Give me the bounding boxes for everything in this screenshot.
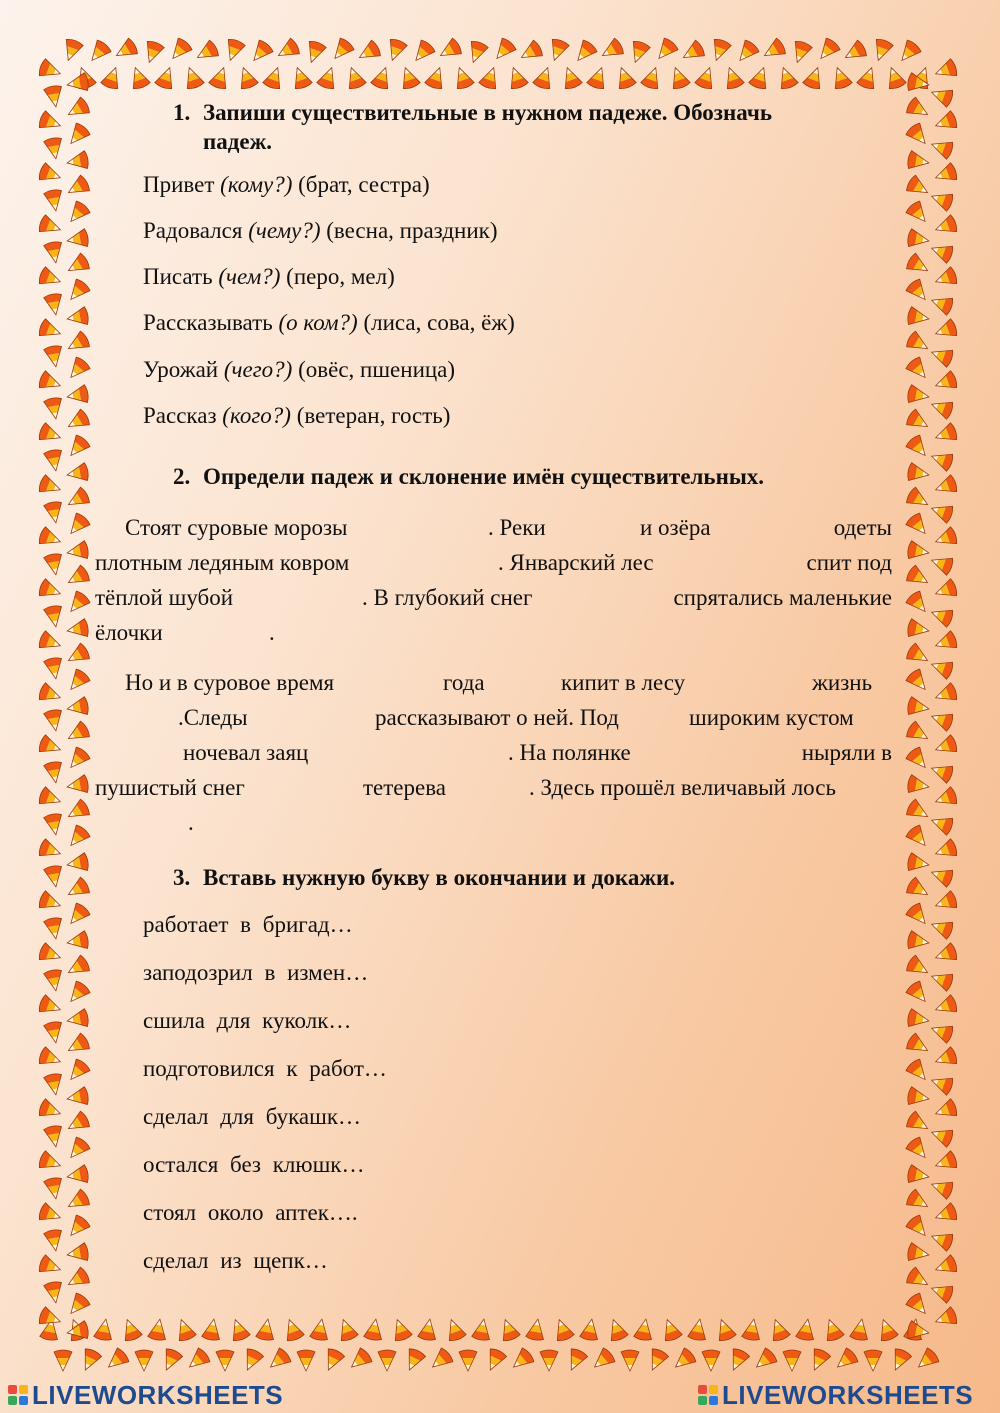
brand-text: LIVEWORKSHEETS xyxy=(32,1379,284,1410)
text-fragment: . Здесь прошёл величавый лось xyxy=(529,775,836,800)
section3-item: стоял около аптек…. xyxy=(143,1200,358,1225)
section2-number: 2. xyxy=(173,464,191,489)
item-nouns: (лиса, сова, ёж) xyxy=(363,310,515,335)
brand-logo-right xyxy=(698,1380,973,1410)
item-question: (о ком?) xyxy=(278,310,358,335)
text-fragment: одеты xyxy=(833,515,892,540)
item-nouns: (брат, сестра) xyxy=(298,172,430,197)
item-nouns: (весна, праздник) xyxy=(326,218,498,243)
section3-item: подготовился к работ… xyxy=(143,1056,387,1081)
text-line xyxy=(95,510,892,545)
section3-number: 3. xyxy=(173,865,191,890)
text-fragment: года xyxy=(443,670,485,695)
item-nouns: (ветеран, гость) xyxy=(296,403,451,428)
text-fragment: . xyxy=(269,620,275,645)
text-fragment: тёплой шубой xyxy=(95,585,234,610)
text-fragment: пушистый снег xyxy=(95,775,245,800)
section3-item: заподозрил в измен… xyxy=(143,960,369,985)
text-line xyxy=(95,805,892,840)
section3-item: сделал для букашк… xyxy=(143,1104,361,1129)
text-line xyxy=(95,770,892,805)
item-verb: Рассказ xyxy=(143,403,217,428)
section1-number: 1. xyxy=(173,100,191,125)
item-question: (кого?) xyxy=(222,403,291,428)
section3-item: остался без клюшк… xyxy=(143,1152,365,1177)
section3-item: работает в бригад… xyxy=(143,912,353,937)
section3-heading xyxy=(173,863,675,892)
text-line xyxy=(95,700,892,735)
section2-heading xyxy=(173,462,764,491)
text-fragment: широким кустом xyxy=(689,705,854,730)
text-fragment: спрятались маленькие xyxy=(673,585,892,610)
text-fragment: . Январский лес xyxy=(498,550,654,575)
text-line xyxy=(95,665,892,700)
text-line xyxy=(95,580,892,615)
item-question: (чем?) xyxy=(218,264,281,289)
text-fragment: тетерева xyxy=(363,775,446,800)
section1-item xyxy=(143,263,395,291)
brand-text: LIVEWORKSHEETS xyxy=(722,1379,974,1410)
text-fragment: жизнь xyxy=(812,670,873,695)
text-fragment: плотным ледяным ковром xyxy=(95,550,350,575)
section1-title-line1: Запиши существительные в нужном падеже. Обозначь xyxy=(203,100,772,125)
section3-title: Вставь нужную букву в окончании и докажи. xyxy=(203,865,675,890)
section1-item xyxy=(143,309,515,337)
item-question: (кому?) xyxy=(220,172,293,197)
item-nouns: (овёс, пшеница) xyxy=(298,357,456,382)
text-fragment: спит под xyxy=(806,550,892,575)
section1-item xyxy=(143,217,498,245)
text-fragment: . На полянке xyxy=(508,740,631,765)
item-question: (чего?) xyxy=(223,357,293,382)
text-line xyxy=(95,735,892,770)
brand-mark-icon xyxy=(698,1385,718,1405)
item-question: (чему?) xyxy=(248,218,321,243)
section1-heading xyxy=(173,98,772,127)
text-fragment: . Реки xyxy=(488,515,546,540)
item-verb: Писать xyxy=(143,264,213,289)
section1-item xyxy=(143,356,455,384)
text-fragment: . В глубокий снег xyxy=(362,585,533,610)
text-fragment: ёлочки xyxy=(95,620,163,645)
text-fragment: Но и в суровое время xyxy=(125,670,335,695)
section1-title-line2: падеж. xyxy=(203,129,273,154)
item-verb: Урожай xyxy=(143,357,219,382)
item-nouns: (перо, мел) xyxy=(286,264,395,289)
item-verb: Рассказывать xyxy=(143,310,273,335)
text-fragment: кипит в лесу xyxy=(561,670,686,695)
brand-logo-left xyxy=(8,1380,283,1410)
brand-mark-icon xyxy=(8,1385,28,1405)
section1-item xyxy=(143,402,450,430)
text-fragment: ныряли в xyxy=(801,740,892,765)
text-fragment: рассказывают о ней. Под xyxy=(375,705,619,730)
section2-title: Определи падеж и склонение имён существительных. xyxy=(203,464,765,489)
item-verb: Привет xyxy=(143,172,215,197)
section3-item: сшила для куколк… xyxy=(143,1008,352,1033)
section2-paragraph2 xyxy=(95,665,892,840)
text-fragment: .Следы xyxy=(178,705,248,730)
section1-item xyxy=(143,171,430,199)
text-fragment: Стоят суровые морозы xyxy=(125,515,348,540)
section2-paragraph1 xyxy=(95,510,892,650)
item-verb: Радовался xyxy=(143,218,243,243)
text-fragment: . xyxy=(188,810,194,835)
text-fragment: и озёра xyxy=(640,515,711,540)
section3-item: сделал из щепк… xyxy=(143,1248,328,1273)
section1-heading-cont xyxy=(203,127,272,156)
text-fragment: ночевал заяц xyxy=(183,740,309,765)
text-line xyxy=(95,615,892,650)
text-line xyxy=(95,545,892,580)
